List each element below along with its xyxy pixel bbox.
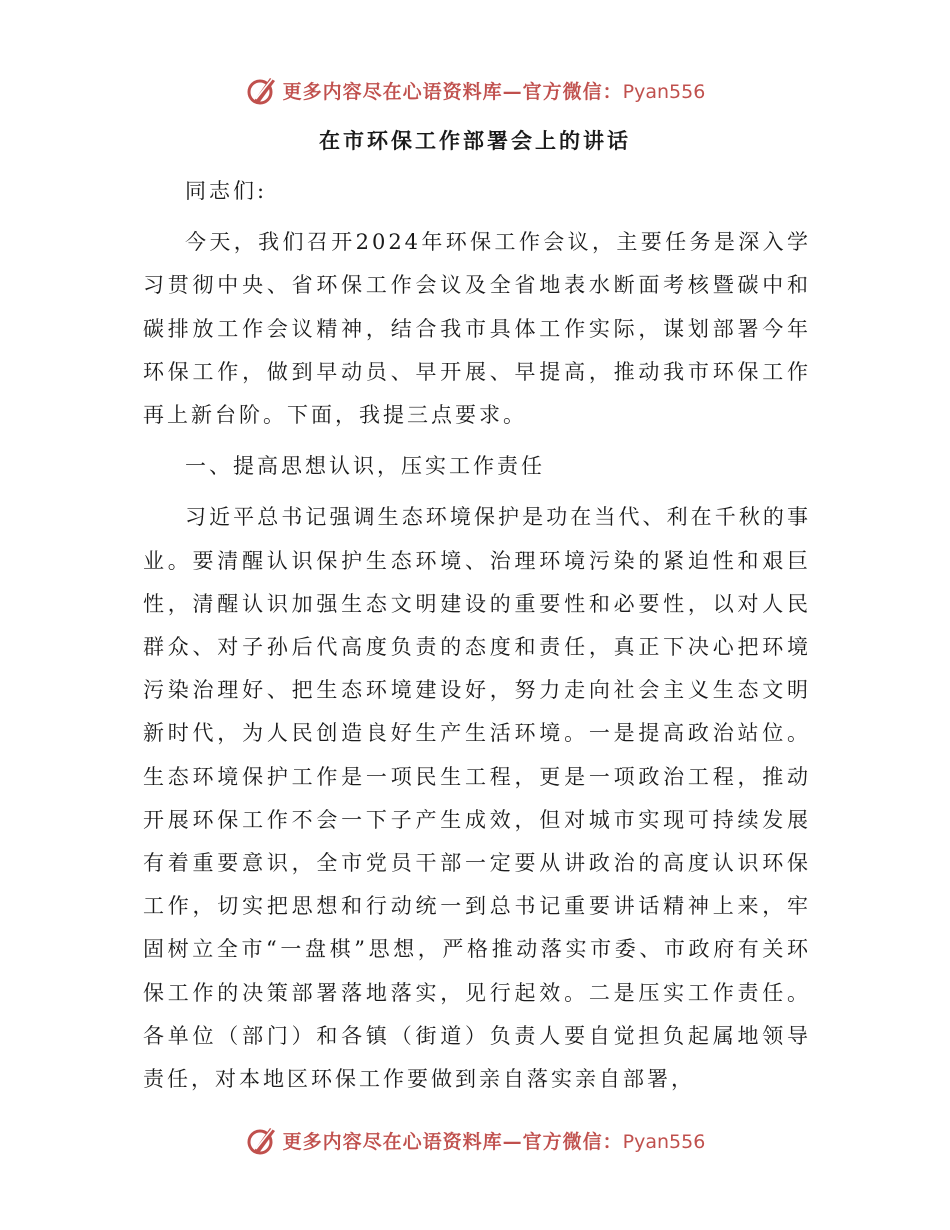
paragraph: 今天，我们召开2024年环保工作会议，主要任务是深入学习贯彻中央、省环保工作会议及全省地表水断面考核暨碳中和碳排放工作会议精神，结合我市具体工作实际，谋划部署今年环保工作，做到早动员、早开展、早提高，推动我市环保工作再上新台阶。下面，我提三点要求。 (143, 230, 811, 428)
quill-logo-icon (245, 1123, 279, 1157)
footer-watermark (0, 1120, 950, 1160)
salutation: 同志们: (185, 179, 268, 203)
section-heading: 一、提高思想认识，压实工作责任 (185, 454, 545, 479)
quill-logo-icon (245, 73, 279, 107)
document-body (143, 170, 811, 1101)
watermark-text: 更多内容尽在心语资料库—官方微信：Pyan556 (282, 1130, 706, 1153)
document-title: 在市环保工作部署会上的讲话 (319, 128, 631, 153)
header-watermark (0, 70, 950, 110)
watermark-text: 更多内容尽在心语资料库—官方微信：Pyan556 (282, 80, 706, 103)
paragraph: 习近平总书记强调生态环境保护是功在当代、利在千秋的事业。要清醒认识保护生态环境、治理环境污染的紧迫性和艰巨性，清醒认识加强生态文明建设的重要性和必要性，以对人民群众、对子孙后代高度负责的态度和责任，真正下决心把环境污染治理好、把生态环境建设好，努力走向社会主义生态文明新时代，为人民创造良好生产生活环境。一是提高政治站位。生态环境保护工作是一项民生工程，更是一项政治工程，推动开展环保工作不会一下子产生成效，但对城市实现可持续发展有着重要意识，全市党员干部一定要从讲政治的高度认识环保工作，切实把思想和行动统一到总书记重要讲话精神上来，牢固树立全市“一盘棋”思想，严格推动落实市委、市政府有关环保工作的决策部署落地落实，见行起效。二是压实工作责任。各单位（部门）和各镇（街道）负责人要自觉担负起属地领导责任，对本地区环保工作要做到亲自落实亲自部署， (143, 505, 811, 1092)
